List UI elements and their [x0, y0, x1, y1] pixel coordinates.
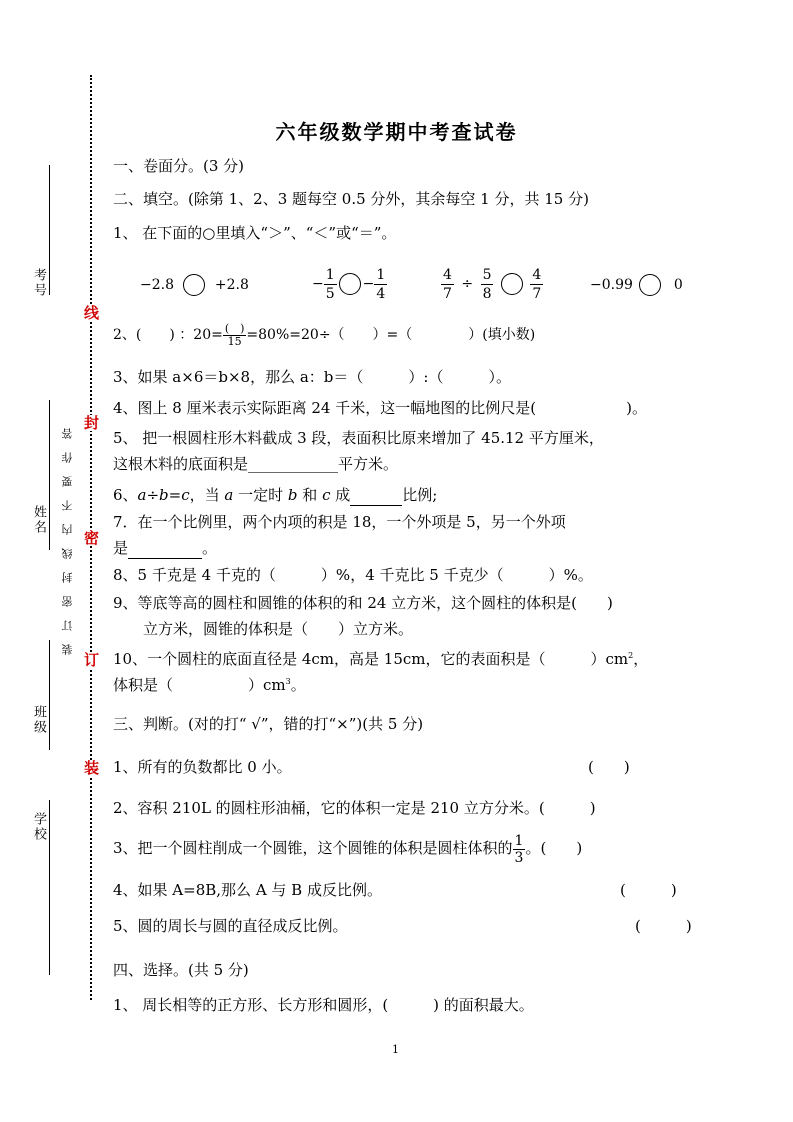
- judge-4: 4、如果 A=8B,那么 A 与 B 成反比例。: [113, 881, 382, 899]
- seal-mark-secret: 密: [84, 529, 100, 547]
- judge-2: 2、容积 210L 的圆柱形油桶，它的体积一定是 210 立方分米。( ): [113, 799, 596, 817]
- school-underline: [49, 800, 50, 975]
- margin-notice: 装订密封线内不要作答: [61, 415, 74, 655]
- q1-d-right: 0: [673, 277, 683, 293]
- q1-b-frac2: $\frac{1}{4}$: [376, 266, 386, 302]
- judge-5: 5、圆的周长与圆的直径成反比例。: [113, 917, 348, 935]
- q1-c-frac1: $\frac{4}{7}$: [443, 266, 452, 302]
- seal-mark-seal: 封: [84, 414, 100, 432]
- page-title: 六年级数学期中考查试卷: [275, 120, 518, 144]
- j3-fraction: $\frac{1}{3}$: [514, 832, 524, 866]
- q1-c-circle[interactable]: [501, 273, 523, 295]
- judge-4-paren[interactable]: ( ): [620, 881, 677, 899]
- seal-mark-bind: 订: [84, 651, 100, 669]
- exam-no-underline: [49, 165, 50, 295]
- q2-part-b: =80%=20÷（ ）=（ ）(填小数): [246, 327, 536, 343]
- choice-1: 1、 周长相等的正方形、长方形和圆形，( ) 的面积最大。: [113, 996, 534, 1014]
- fill-q7-line1: 7．在一个比例里，两个内项的积是 18，一个外项是 5，另一个外项: [113, 513, 566, 531]
- q1-b-circle[interactable]: [339, 273, 361, 295]
- school-label: 学校: [31, 812, 46, 842]
- fill-q4: 4、图上 8 厘米表示实际距离 24 千米，这一幅地图的比例尺是( )。: [113, 399, 647, 417]
- q1-a-circle[interactable]: [183, 274, 205, 296]
- class-underline: [49, 640, 50, 750]
- fill-q10-line1: 10、一个圆柱的底面直径是 4cm，高是 15cm，它的表面积是（ ）$cm^2$，: [113, 650, 649, 668]
- q7-blank[interactable]: [128, 538, 202, 559]
- q1-item-a: [140, 274, 249, 296]
- fill-q2: [113, 317, 535, 353]
- seal-mark-fasten: 装: [84, 759, 100, 777]
- seal-mark-line: 线: [84, 304, 100, 322]
- class-label: 班级: [31, 705, 46, 735]
- q1-c-div: ÷: [461, 276, 474, 292]
- q2-part-a: 2、( ) ：20=: [113, 327, 223, 343]
- section-3-heading: 三、判断。(对的打“ √”，错的打“×”)(共 5 分): [113, 715, 424, 733]
- fill-q7-line2: 是 。: [113, 539, 218, 557]
- q10-superscript-3: 3: [285, 677, 291, 686]
- q1-item-c: [441, 264, 543, 304]
- section-1-heading: 一、卷面分。(3 分): [113, 157, 245, 175]
- fill-q9-line2: 立方米，圆锥的体积是（ ）立方米。: [143, 620, 414, 638]
- fill-q3: 3、如果 a×6＝b×8，那么 a：b＝（ ）:（ ）。: [113, 368, 511, 386]
- fill-q1: 1、 在下面的○里填入“＞”、“＜”或“＝”。: [113, 224, 397, 242]
- section-2-heading: 二、填空。(除第 1、2、3 题每空 0.5 分外，其余每空 1 分，共 15 分): [113, 190, 589, 208]
- fill-q6: 6、a÷b=c，当 a 一定时 b 和 c 成 比例;: [113, 486, 438, 504]
- judge-5-paren[interactable]: ( ): [635, 917, 692, 935]
- exam-no-label: 考号: [31, 268, 46, 298]
- judge-1-paren[interactable]: ( ): [588, 758, 630, 776]
- q1-item-d: [590, 274, 683, 296]
- fill-q10-line2: 体积是（ ）$cm^3$。: [113, 676, 306, 694]
- q1-c-frac3: $\frac{4}{7}$: [532, 266, 542, 302]
- section-4-heading: 四、选择。(共 5 分): [113, 961, 249, 979]
- q10-superscript-2: 2: [628, 651, 634, 660]
- judge-1: 1、所有的负数都比 0 小。: [113, 758, 292, 776]
- q1-a-left: −2.8: [140, 277, 174, 293]
- name-label: 姓名: [31, 505, 46, 535]
- q6-expression: a÷b=c: [137, 486, 190, 504]
- q1-d-circle[interactable]: [639, 274, 661, 296]
- fill-q5-line2: 这根木料的底面积是____________平方米。: [113, 455, 399, 473]
- fill-q5-line1: 5、 把一根圆柱形木料截成 3 段，表面积比原来增加了 45.12 平方厘米，: [113, 429, 604, 447]
- q6-blank[interactable]: [350, 485, 402, 506]
- q2-fraction: $\frac{( )}{15}$: [224, 321, 245, 348]
- q1-b-frac1: $\frac{1}{5}$: [325, 266, 335, 302]
- q1-a-right: +2.8: [214, 277, 249, 293]
- q1-b-minus: −: [312, 276, 324, 292]
- judge-3: 3、把一个圆柱削成一个圆锥，这个圆锥的体积是圆柱体积的 $\frac{1}{3}$ 。( ): [113, 832, 583, 866]
- fill-q8: 8、5 千克是 4 千克的（ ）%，4 千克比 5 千克少（ ）%。: [113, 566, 593, 584]
- q1-c-frac2: $\frac{5}{8}$: [482, 266, 492, 302]
- q1-item-b: [312, 264, 387, 304]
- fill-q9-line1: 9、等底等高的圆柱和圆锥的体积的和 24 立方米，这个圆柱的体积是( ): [113, 594, 613, 612]
- page-number: 1: [392, 1043, 399, 1056]
- name-underline: [49, 400, 50, 550]
- q1-d-left: −0.99: [590, 277, 633, 293]
- q1-b-mid: −: [362, 276, 375, 292]
